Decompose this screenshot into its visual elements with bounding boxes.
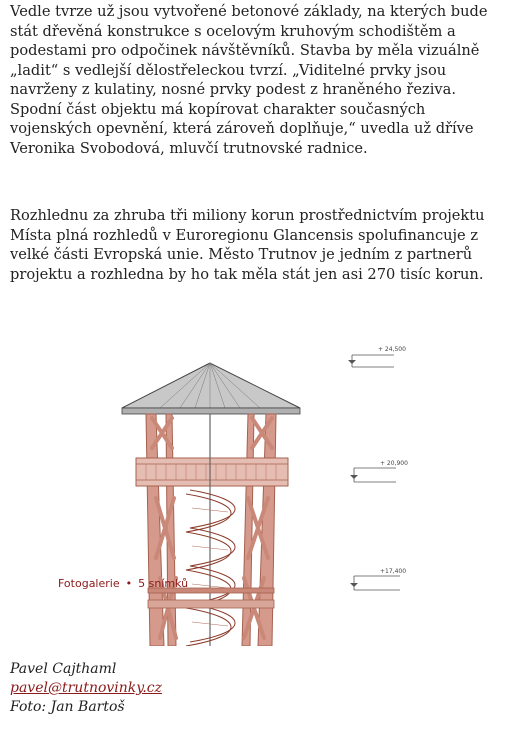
level-label: + 24,500 (378, 346, 406, 353)
observation-deck (136, 458, 288, 486)
gallery-separator: • (125, 577, 133, 590)
article-paragraph: Vedle tvrze už jsou vytvořené betonové základy, na kterých bude stát dřevěná konstrukce s ocelovým kruhovým schodištěm a podestami pro odpočinek návštěvníků. Stavba by měla vizuálně „ladit“ s vedlejší dělostřeleckou tvrzí. „Viditelné prvky jsou navrženy z kulatiny, nosné prvky podest z hraněného řeziva. Spodní část objektu má kopírovat charakter současných vojenských opevnění, která zároveň doplňuje,“ uvedla už dříve Veronika Svobodová, mluvčí trutnovské radnice. (10, 3, 488, 157)
level-label: + 20,900 (380, 460, 408, 467)
level-markers (348, 346, 408, 590)
photo-gallery-link[interactable] (58, 577, 188, 590)
gallery-label: Fotogalerie (58, 577, 120, 590)
level-label: +17,400 (380, 568, 407, 575)
article-paragraph: Rozhlednu za zhruba tři miliony korun prostřednictvím projektu Místa plná rozhledů v Euroregionu Glancensis spolufinancuje z velké části Evropská unie. Město Trutnov je jedním z partnerů projektu a rozhledna by ho tak měla stát jen asi 270 tisíc korun. (10, 207, 485, 283)
author-name: Pavel Cajthaml (10, 661, 117, 677)
gallery-count: 5 snímků (138, 577, 189, 590)
article-credits (10, 660, 162, 717)
lookout-tower-drawing[interactable] (10, 318, 500, 646)
tower-roof (122, 363, 300, 414)
spiral-staircase (186, 414, 235, 646)
author-email-link[interactable]: pavel@trutnovinky.cz (10, 680, 162, 696)
photo-credit: Foto: Jan Bartoš (10, 699, 125, 715)
